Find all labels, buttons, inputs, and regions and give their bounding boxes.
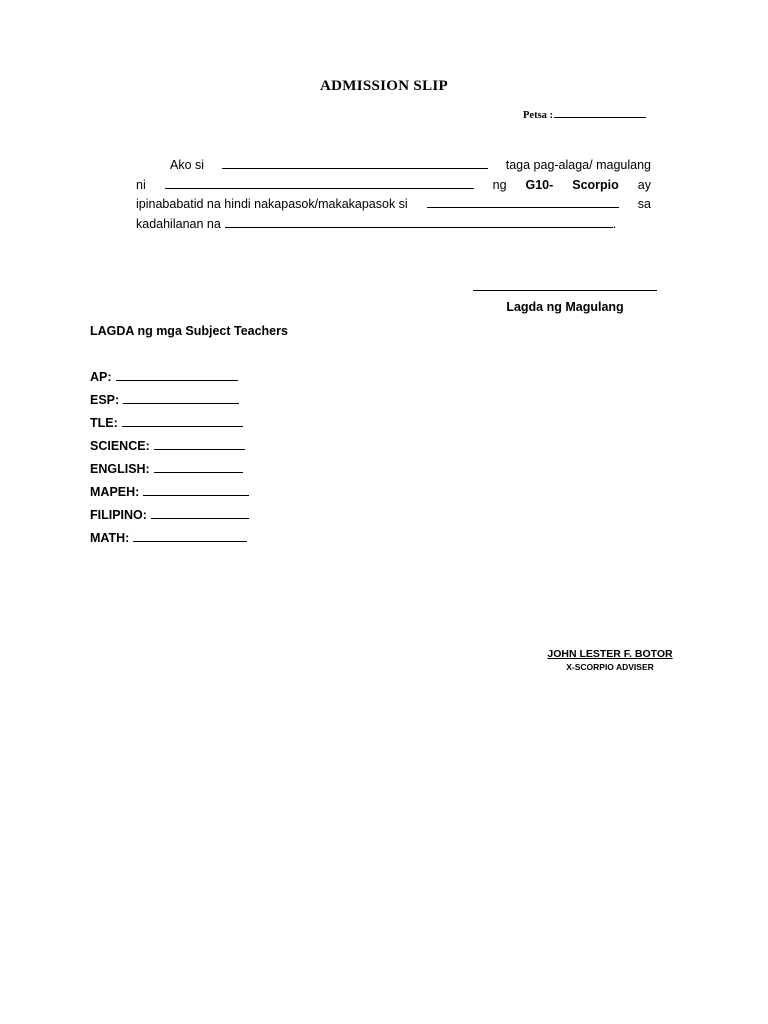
paragraph-text: . bbox=[612, 216, 617, 231]
subject-label: FILIPINO: bbox=[90, 508, 147, 522]
paragraph-line-4 bbox=[136, 215, 651, 235]
paragraph-section: Scorpio bbox=[572, 177, 619, 192]
subject-signature-list bbox=[90, 369, 249, 553]
paragraph-text: ni bbox=[136, 177, 146, 192]
subject-row-math bbox=[90, 530, 249, 553]
signature-blank bbox=[151, 507, 249, 519]
subject-label: MAPEH: bbox=[90, 485, 140, 499]
subject-label: ESP: bbox=[90, 393, 120, 407]
subject-row-ap bbox=[90, 369, 249, 392]
paragraph-grade: G10- bbox=[525, 177, 554, 192]
signature-blank bbox=[122, 415, 243, 427]
date-field bbox=[523, 108, 646, 121]
subject-row-esp bbox=[90, 392, 249, 415]
reason-blank bbox=[225, 216, 613, 228]
statement-paragraph bbox=[136, 156, 651, 234]
adviser-role: X-SCORPIO ADVISER bbox=[566, 662, 654, 672]
paragraph-line-3 bbox=[136, 195, 651, 215]
paragraph-text: ng bbox=[492, 177, 507, 192]
signature-blank bbox=[116, 369, 238, 381]
date-label: Petsa : bbox=[523, 110, 554, 121]
absent-student-blank bbox=[427, 196, 619, 208]
subject-label: AP: bbox=[90, 370, 112, 384]
subject-label: ENGLISH: bbox=[90, 462, 150, 476]
signature-blank bbox=[123, 392, 239, 404]
signature-blank bbox=[154, 438, 245, 450]
paragraph-line-2 bbox=[136, 176, 651, 196]
paragraph-text: Ako si bbox=[170, 158, 205, 172]
subject-label: MATH: bbox=[90, 531, 130, 545]
subject-row-science bbox=[90, 438, 249, 461]
adviser-name: JOHN LESTER F. BOTOR bbox=[547, 648, 673, 660]
date-blank-line bbox=[554, 108, 646, 118]
subject-row-filipino bbox=[90, 507, 249, 530]
guardian-name-blank bbox=[222, 157, 488, 169]
paragraph-text: taga pag-alaga/ magulang bbox=[505, 158, 651, 172]
teachers-heading: LAGDA ng mga Subject Teachers bbox=[90, 324, 288, 338]
subject-label: SCIENCE: bbox=[90, 439, 150, 453]
signature-blank bbox=[154, 461, 243, 473]
signature-blank bbox=[133, 530, 247, 542]
subject-label: TLE: bbox=[90, 416, 118, 430]
parent-signature-line bbox=[473, 290, 657, 291]
document-title: ADMISSION SLIP bbox=[320, 78, 448, 94]
paragraph-text: ipinababatid na hindi nakapasok/makakapasok si bbox=[136, 197, 408, 211]
subject-row-tle bbox=[90, 415, 249, 438]
student-name-blank bbox=[165, 177, 474, 189]
paragraph-text: kadahilanan na bbox=[136, 216, 221, 231]
subject-row-english bbox=[90, 461, 249, 484]
adviser-block bbox=[510, 648, 710, 672]
subject-row-mapeh bbox=[90, 484, 249, 507]
paragraph-text: sa bbox=[637, 197, 651, 211]
paragraph-text: ay bbox=[637, 177, 651, 192]
signature-blank bbox=[143, 484, 249, 496]
paragraph-line-1 bbox=[136, 156, 651, 176]
parent-signature-label: Lagda ng Magulang bbox=[506, 300, 624, 314]
